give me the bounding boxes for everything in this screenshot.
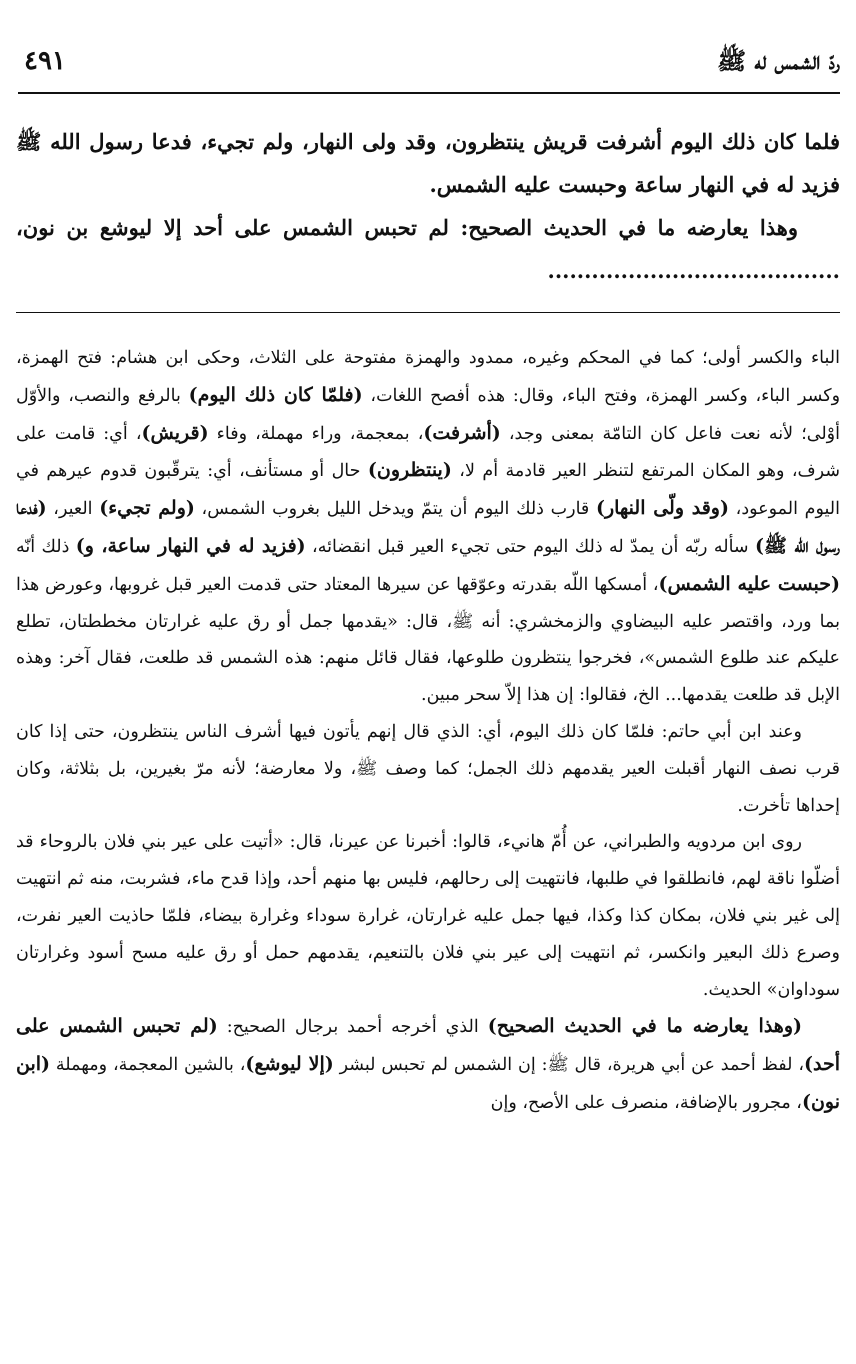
quoted-term: (ابن نون)	[16, 1053, 840, 1113]
quoted-term: (فلمّا كان ذلك اليوم)	[188, 383, 363, 406]
text-run: ، بمعجمة، وراء مهملة، وفاء	[208, 423, 424, 444]
commentary-paragraph: وعند ابن أبي حاتم: فلمّا كان ذلك اليوم، أي: الذي قال إنهم يأتون فيها أشرف الناس ينتظرون، حتى إذا كان قرب نصف النهار أقبلت العير يقدمهم ذلك الجمل؛ كما وصف ﷺ، ولا معارضة؛ لأنه مرّ بغيرين، بل بثلاثة، وكان إحداها تأخرت.	[16, 721, 840, 816]
text-run: العير،	[46, 499, 100, 520]
text-run: الباء والكسر أولى؛ كما في المحكم وغيره، ممدود والهمزة مفتوحة على الثلاث، وحكى ابن هشام: فتح الهمزة، وكسر الباء، وكسر الهمزة، وفتح الباء، وقال: هذه أفصح اللغات،	[16, 348, 841, 406]
main-text-paragraph: فلما كان ذلك اليوم أشرفت قريش ينتظرون، وقد ولى النهار، ولم تجيء، فدعا رسول الله ﷺ فزيد له في النهار ساعة وحبست عليه الشمس.	[16, 129, 840, 197]
text-run: ، مجرور بالإضافة، منصرف على الأصح، وإن	[490, 1092, 802, 1113]
quoted-term: (إلا ليوشع)	[245, 1053, 334, 1076]
main-text-paragraph: وهذا يعارضه ما في الحديث الصحيح: لم تحبس الشمس على أحد إلا ليوشع بن نون، ........................................	[16, 215, 840, 283]
header-rule	[18, 92, 840, 94]
text-run: ، أمسكها اللّه بقدرته وعوّقها عن سيرها المعتاد حتى قدمت العير قبل غروبها، وعورض هذا بما ورد، واقتصر عليه البيضاوي والزمخشري: أنه ﷺ، قال: «يقدمها جمل أو رق عليه غرارتان مخططتان، تطلع عليكم عند طلوع الشمس»، فخرجوا ينتظرون طلوعها، فقال قائل منهم: هذه الشمس قد طلعت، فقال آخر: وهذه الإبل قد طلعت يقدمها... الخ، فقالوا: إن هذا إلاّ سحر مبين.	[16, 574, 840, 706]
page-number: ٤٩١	[24, 46, 66, 76]
commentary-paragraph: روى ابن مردويه والطبراني، عن أُمّ هانيء، قالوا: أخبرنا عن عيرنا، قال: «أتيت على عير بني فلان بالروحاء قد أضلّوا ناقة لهم، فانطلقوا في طلبها، فانتهيت إلى رحالهم، فليس بها منهم أحد، وإذا قدح ماء، فشربت، منه ثم انتهيت إلى غير بني فلان، بمكان كذا وكذا، فيها جمل عليه غرارتان، غرارة سوداء وغرارة بيضاء، فلمّا حاذيت العير نفرت، وصرع ذلك البعير وانكسر، ثم انتهيت إلى عير بني فلان بالتنعيم، يقدمهم حمل أو رق عليه مسح أسود وغرارتان سوداوان» الحديث.	[16, 832, 840, 1000]
quoted-term: (فزيد له في النهار ساعة، و)	[75, 534, 306, 557]
commentary-paragraph	[16, 1008, 840, 1121]
commentary	[16, 340, 840, 1122]
text-run: الذي أخرجه أحمد برجال الصحيح:	[217, 1017, 488, 1038]
text-run: سأله ربّه أن يمدّ له ذلك اليوم حتى تجيء العير قبل انقضائه،	[305, 536, 755, 557]
main-text	[16, 120, 840, 292]
separator-rule	[16, 312, 840, 313]
text-run: ذلك أنّه	[16, 536, 76, 557]
quoted-term: (فدعا رسول اللّه ﷺ)	[16, 497, 840, 557]
running-title: ردّ الشمس له ﷺ	[717, 46, 840, 75]
running-header	[18, 44, 840, 90]
quoted-term: (وقد ولّى النهار)	[595, 497, 729, 520]
commentary-paragraph	[16, 340, 840, 714]
quoted-term: (لم تحبس الشمس على أحد)	[16, 1015, 840, 1076]
quoted-term: (وهذا يعارضه ما في الحديث الصحيح)	[487, 1015, 802, 1038]
quoted-term: (أشرفت)	[423, 421, 501, 444]
text-run: حال أو مستأنف، أي: يترقّبون قدوم عيرهم في اليوم الموعود،	[16, 461, 840, 520]
quoted-term: (قريش)	[141, 421, 209, 444]
quoted-term: (حبست عليه الشمس)	[658, 572, 840, 595]
text-run: قارب ذلك اليوم أن يتمّ ويدخل الليل بغروب الشمس،	[194, 499, 596, 520]
text-run: ، بالشين المعجمة، ومهملة	[50, 1055, 246, 1076]
quoted-term: (ينتظرون)	[367, 459, 452, 482]
quoted-term: (ولم تجيء)	[99, 497, 195, 520]
text-run: بالرفع والنصب، والأوّل أوْلى؛ لأنه نعت فاعل كان التامّة بمعنى وجد،	[16, 385, 840, 444]
text-run: ، أي: قامت على شرف، وهو المكان المرتفع لتنظر العير قادمة أم لا،	[16, 423, 840, 482]
text-run: ، لفظ أحمد عن أبي هريرة، قال ﷺ: إن الشمس لم تحبس لبشر	[333, 1055, 804, 1076]
